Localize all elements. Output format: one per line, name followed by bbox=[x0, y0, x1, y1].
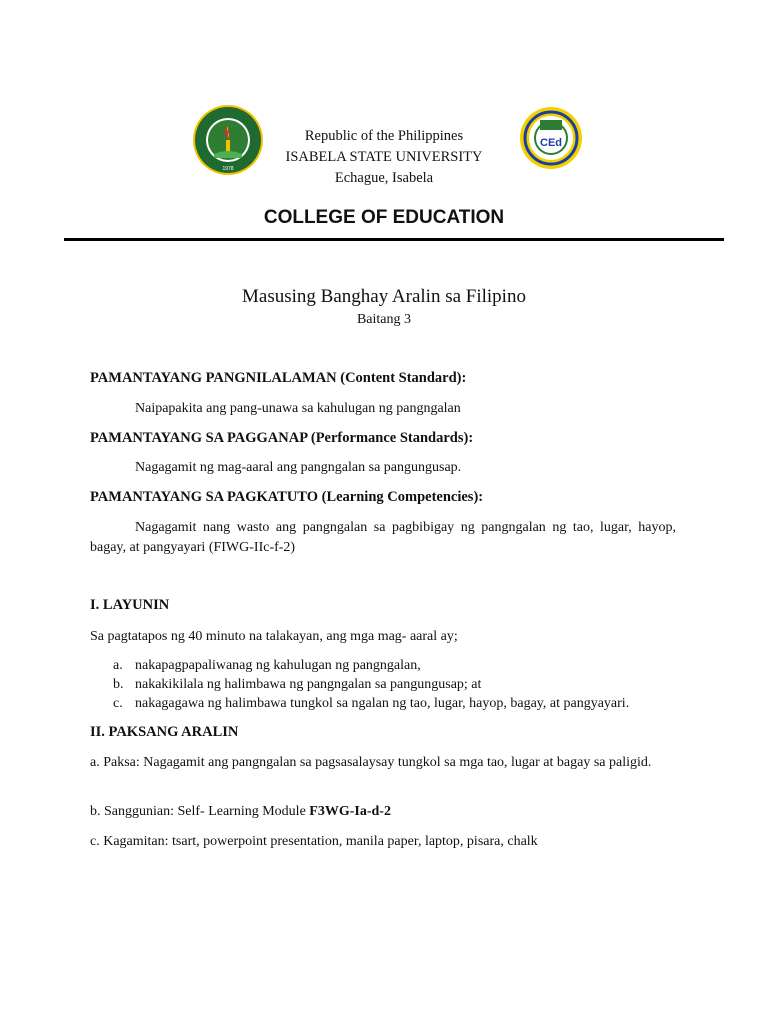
topic-text: a. Paksa: Nagagamit ang pangngalan sa pagsasalaysay tungkol sa mga tao, lugar at bagay sa paligid. bbox=[90, 755, 652, 770]
performance-standard-heading: PAMANTAYANG SA PAGGANAP (Performance Standards): bbox=[90, 430, 474, 446]
materials-text: c. Kagamitan: tsart, powerpoint presentation, manila paper, laptop, pisara, chalk bbox=[90, 834, 538, 849]
reference-code: F3WG-Ia-d-2 bbox=[309, 804, 391, 819]
university-name: ISABELA STATE UNIVERSITY bbox=[285, 149, 483, 165]
learning-competency-heading: PAMANTAYANG SA PAGKATUTO (Learning Competencies): bbox=[90, 489, 484, 505]
list-marker: c. bbox=[113, 696, 123, 711]
svg-text:1978: 1978 bbox=[222, 166, 234, 172]
reference-label: b. Sanggunian: Self- Learning Module bbox=[90, 804, 310, 819]
college-title: COLLEGE OF EDUCATION bbox=[263, 207, 505, 228]
objective-text: nakakikilala ng halimbawa ng pangngalan sa pangungusap; at bbox=[135, 677, 482, 692]
objective-text: nakagagawa ng halimbawa tungkol sa ngalan ng tao, lugar, hayop, bagay, at pangyayari. bbox=[135, 696, 630, 711]
subject-matter-heading: II. PAKSANG ARALIN bbox=[90, 724, 239, 740]
svg-text:CEd: CEd bbox=[540, 137, 562, 149]
list-marker: a. bbox=[113, 658, 123, 673]
list-marker: b. bbox=[113, 677, 124, 692]
content-standard-text: Naipapakita ang pang-unawa sa kahulugan ng pangngalan bbox=[135, 401, 461, 416]
objectives-intro: Sa pagtatapos ng 40 minuto na talakayan, ang mga mag- aaral ay; bbox=[90, 629, 458, 644]
objectives-list bbox=[90, 656, 690, 713]
university-location: Echague, Isabela bbox=[334, 170, 434, 186]
list-item bbox=[90, 656, 690, 675]
content-standard-heading: PAMANTAYANG PANGNILALAMAN (Content Standard): bbox=[90, 370, 467, 386]
header-divider bbox=[64, 238, 724, 241]
objectives-heading: I. LAYUNIN bbox=[90, 597, 170, 613]
list-item bbox=[90, 675, 690, 694]
lesson-plan-title: Masusing Banghay Aralin sa Filipino bbox=[242, 286, 526, 307]
reference-text bbox=[90, 802, 391, 822]
performance-standard-text: Nagagamit ng mag-aaral ang pangngalan sa pangungusap. bbox=[135, 460, 462, 475]
objective-text: nakapagpapaliwanag ng kahulugan ng pangngalan, bbox=[135, 658, 421, 673]
republic-header: Republic of the Philippines bbox=[304, 128, 464, 144]
list-item bbox=[90, 694, 690, 713]
learning-competency-text: Nagagamit nang wasto ang pangngalan sa pagbibigay ng pangngalan ng tao, lugar, hayop, bagay, at pangyayari (FIWG-IIc-f-2) bbox=[90, 520, 676, 555]
grade-level: Baitang 3 bbox=[356, 312, 412, 327]
